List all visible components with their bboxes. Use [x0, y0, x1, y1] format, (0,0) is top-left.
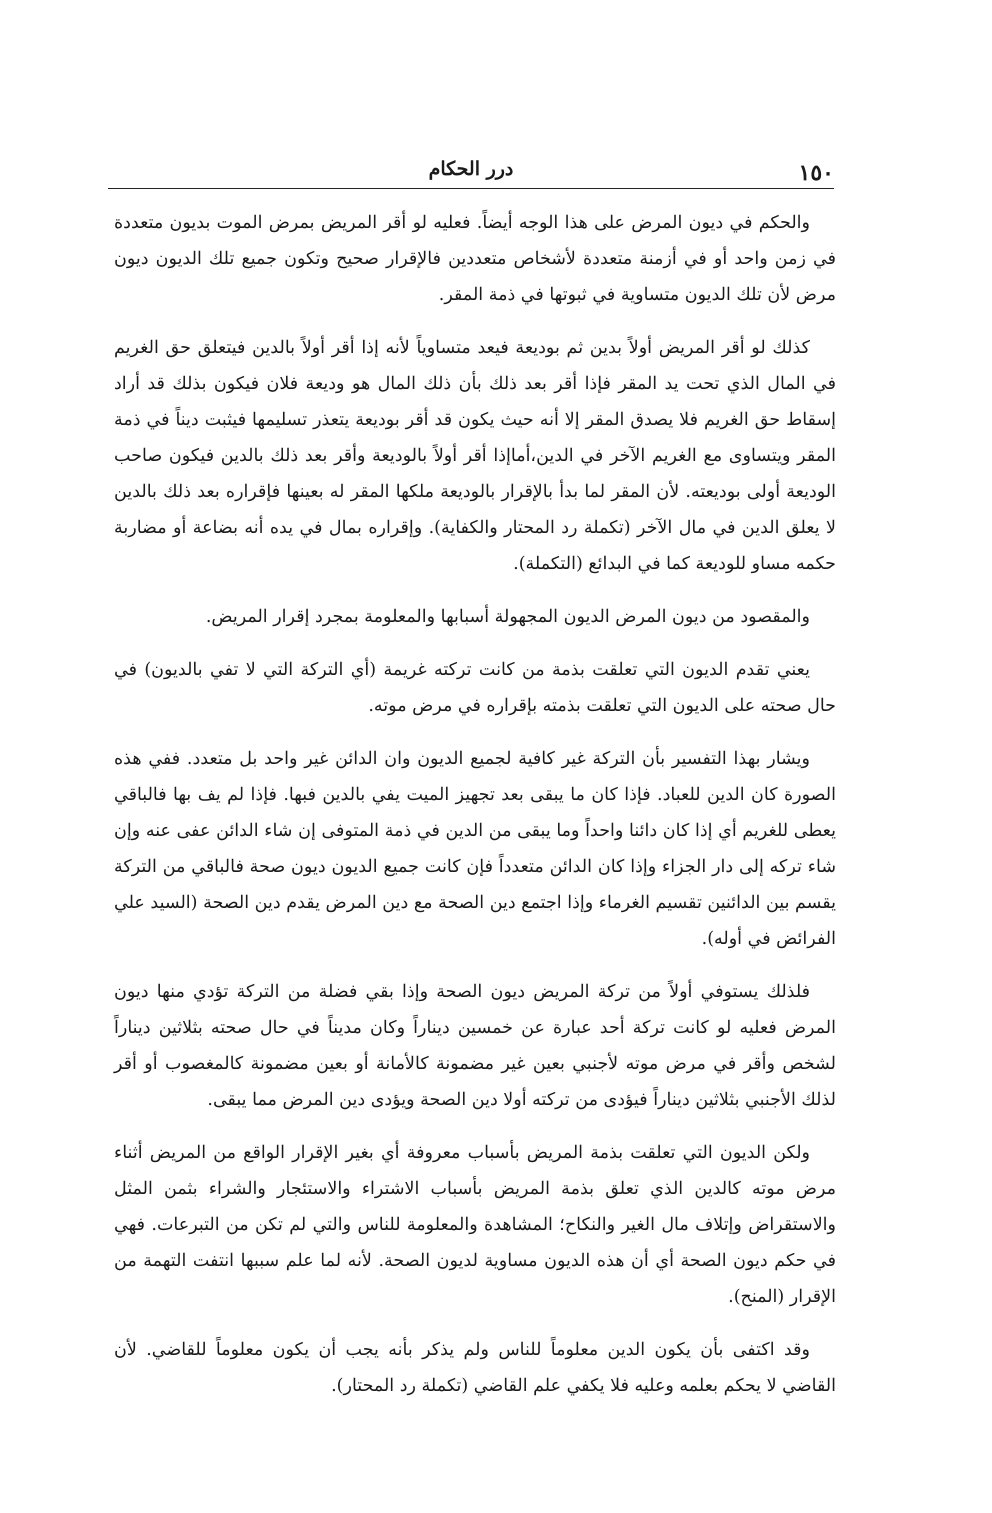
paragraph-2: كذلك لو أقر المريض أولاً بدين ثم بوديعة فيعد متساوياً لأنه إذا أقر أولاً بالدين فيتعلق حق الغريم في المال الذي تحت يد المقر فإذا أقر بعد ذلك بأن ذلك المال هو وديعة فلان فيكون بذلك قد أراد إسقاط حق الغريم فلا يصدق المقر إلا أنه حيث يكون قد أقر بوديعة يتعذر تسليمها فيثبت ديناً في ذمة المقر ويتساوى مع الغريم الآخر في الدين،أماإذا أقر أولاً بالوديعة وأقر بعد ذلك بالدين فيكون صاحب الوديعة أولى بوديعته. لأن المقر لما بدأ بالإقرار بالوديعة ملكها المقر له بعينها فإقراره بعد ذلك بالدين لا يعلق الدين في مال الآخر (تكملة رد المحتار والكفاية). وإقراره بمال في يده أنه بضاعة أو مضاربة حكمه مساو للوديعة كما في البدائع (التكملة).	[114, 338, 836, 574]
page-number: ١٥٠	[798, 160, 834, 186]
paragraph-3: والمقصود من ديون المرض الديون المجهولة أسبابها والمعلومة بمجرد إقرار المريض.	[205, 607, 810, 627]
body-text	[114, 205, 836, 1421]
paragraph-5: ويشار بهذا التفسير بأن التركة غير كافية لجميع الديون وان الدائن غير واحد بل متعدد. ففي هذه الصورة كان الدين للعباد. فإذا كان ما يبقى بعد تجهيز الميت يفي بالدين فبها. فإذا لم يف بها فالباقي يعطى للغريم أي إذا كان دائنا واحداً وما يبقى من الدين في ذمة المتوفى إن شاء الدائن عفى عنه وإن شاء تركه إلى دار الجزاء وإذا كان الدائن متعدداً فإن كانت جميع الديون ديون صحة فالباقي من التركة يقسم بين الدائنين تقسيم الغرماء وإذا اجتمع دين الصحة مع دين المرض يقدم دين الصحة (السيد علي الفرائض في أوله).	[114, 749, 836, 949]
running-header	[108, 158, 834, 189]
paragraph-7: ولكن الديون التي تعلقت بذمة المريض بأسباب معروفة أي بغير الإقرار الواقع من المريض أثناء مرض موته كالدين الذي تعلق بذمة المريض بأسباب الاشتراء والاستئجار والشراء بثمن المثل والاستقراض وإتلاف مال الغير والنكاح؛ المشاهدة والمعلومة للناس والتي لم تكن من التبرعات. فهي في حكم ديون الصحة أي أن هذه الديون مساوية لديون الصحة. لأنه لما علم سببها انتفت التهمة من الإقرار (المنح).	[114, 1143, 836, 1307]
paragraph-6: فلذلك يستوفي أولاً من تركة المريض ديون الصحة وإذا بقي فضلة من التركة تؤدي منها ديون المرض فعليه لو كانت تركة أحد عبارة عن خمسين ديناراً وكان مديناً في حال صحته بثلاثين ديناراً لشخص وأقر في مرض موته لأجنبي بعين غير مضمونة كالأمانة أو بعين مضمونة كالمغصوب أو أقر لذلك الأجنبي بثلاثين ديناراً فيؤدى من تركته أولا دين الصحة ويؤدى دين المرض مما يبقى.	[114, 982, 836, 1110]
paragraph-4: يعني تقدم الديون التي تعلقت بذمة من كانت تركته غريمة (أي التركة التي لا تفي بالديون) في حال صحته على الديون التي تعلقت بذمته بإقراره في مرض موته.	[114, 660, 836, 716]
running-title: درر الحكام	[428, 158, 514, 180]
paragraph-1: والحكم في ديون المرض على هذا الوجه أيضاً. فعليه لو أقر المريض بمرض الموت بديون متعددة في زمن واحد أو في أزمنة متعددة لأشخاص متعددين فالإقرار صحيح وتكون جميع تلك الديون ديون مرض لأن تلك الديون متساوية في ثبوتها في ذمة المقر.	[114, 213, 836, 305]
paragraph-8: وقد اكتفى بأن يكون الدين معلوماً للناس ولم يذكر بأنه يجب أن يكون معلوماً للقاضي. لأن القاضي لا يحكم بعلمه وعليه فلا يكفي علم القاضي (تكملة رد المحتار).	[114, 1340, 836, 1396]
